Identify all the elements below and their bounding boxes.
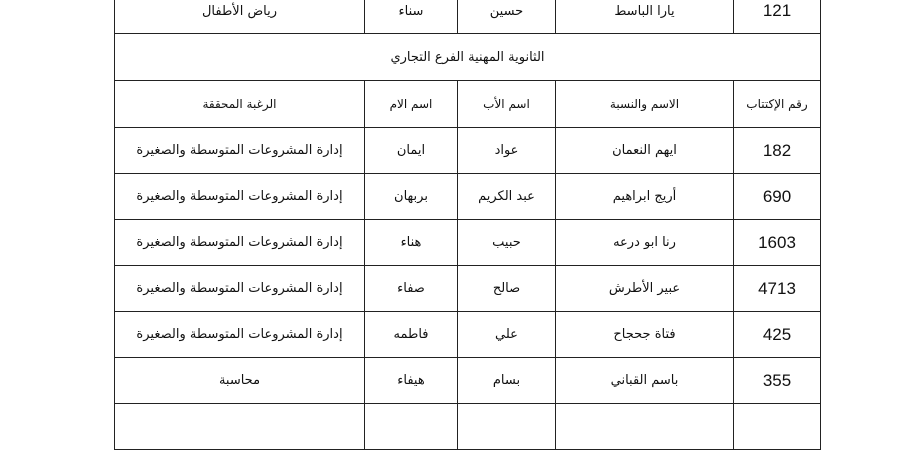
mother-name-cell: ايمان	[365, 128, 458, 174]
subscription-number-cell: 425	[734, 312, 821, 358]
table-row-partial	[115, 404, 821, 450]
major-cell: إدارة المشروعات المتوسطة والصغيرة	[115, 174, 365, 220]
subscription-number-cell: 121	[734, 0, 821, 34]
name-cell: فتاة جحجاح	[556, 312, 734, 358]
name-cell	[556, 404, 734, 450]
major-cell: إدارة المشروعات المتوسطة والصغيرة	[115, 128, 365, 174]
father-name-cell	[458, 404, 556, 450]
subscription-number-cell: 690	[734, 174, 821, 220]
section-title: الثانوية المهنية الفرع التجاري	[115, 34, 821, 81]
header-father-name: اسم الأب	[458, 81, 556, 128]
table-row	[115, 0, 821, 34]
mother-name-cell: بربهان	[365, 174, 458, 220]
results-table	[114, 0, 821, 450]
father-name-cell: حبيب	[458, 220, 556, 266]
table-row	[115, 358, 821, 404]
table-row	[115, 266, 821, 312]
subscription-number-cell: 4713	[734, 266, 821, 312]
subscription-number-cell: 1603	[734, 220, 821, 266]
father-name-cell: علي	[458, 312, 556, 358]
mother-name-cell: هناء	[365, 220, 458, 266]
major-cell: إدارة المشروعات المتوسطة والصغيرة	[115, 312, 365, 358]
name-cell: أريج ابراهيم	[556, 174, 734, 220]
mother-name-cell: هيفاء	[365, 358, 458, 404]
name-cell: رنا ابو درعه	[556, 220, 734, 266]
mother-name-cell	[365, 404, 458, 450]
subscription-number-cell: 355	[734, 358, 821, 404]
mother-name-cell: صفاء	[365, 266, 458, 312]
section-title-row	[115, 34, 821, 81]
father-name-cell: حسين	[458, 0, 556, 34]
mother-name-cell: فاطمه	[365, 312, 458, 358]
father-name-cell: صالح	[458, 266, 556, 312]
header-subscription-number: رقم الإكتتاب	[734, 81, 821, 128]
name-cell: يارا الباسط	[556, 0, 734, 34]
header-row	[115, 81, 821, 128]
table-row	[115, 220, 821, 266]
table-row	[115, 174, 821, 220]
header-mother-name: اسم الام	[365, 81, 458, 128]
name-cell: عبير الأطرش	[556, 266, 734, 312]
father-name-cell: عواد	[458, 128, 556, 174]
subscription-number-cell: 182	[734, 128, 821, 174]
major-cell	[115, 404, 365, 450]
header-achieved-major: الرغبة المحققة	[115, 81, 365, 128]
header-full-name: الاسم والنسبة	[556, 81, 734, 128]
document-page	[114, 0, 820, 450]
name-cell: ايهم النعمان	[556, 128, 734, 174]
major-cell: إدارة المشروعات المتوسطة والصغيرة	[115, 220, 365, 266]
table-row	[115, 312, 821, 358]
subscription-number-cell	[734, 404, 821, 450]
father-name-cell: بسام	[458, 358, 556, 404]
father-name-cell: عبد الكريم	[458, 174, 556, 220]
name-cell: باسم القباني	[556, 358, 734, 404]
table-row	[115, 128, 821, 174]
major-cell: محاسبة	[115, 358, 365, 404]
mother-name-cell: سناء	[365, 0, 458, 34]
major-cell: إدارة المشروعات المتوسطة والصغيرة	[115, 266, 365, 312]
major-cell: رياض الأطفال	[115, 0, 365, 34]
